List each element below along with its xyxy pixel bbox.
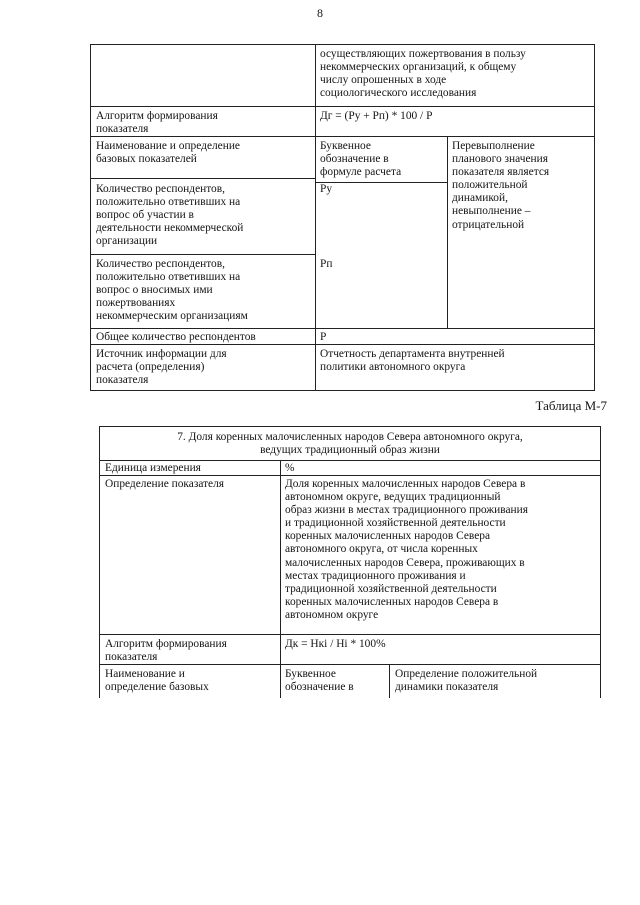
basic-indicators-label: Наименование и определение базовых показателей [96, 140, 240, 166]
information-source-label: Источник информации для расчета (определения) показателя [96, 348, 227, 387]
algorithm-label: Алгоритм формирования показателя [96, 110, 218, 136]
symbol-column-header: Буквенное обозначение в формуле расчета [320, 140, 402, 179]
definition-label: Определение показателя [105, 478, 225, 490]
information-source-value: Отчетность департамента внутренней политики автономного округа [320, 348, 505, 374]
respondents-total-symbol: Р [320, 331, 327, 343]
respondents-participation-label: Количество респондентов, положительно ответивших на вопрос об участии в деятельности некоммерческой организации [96, 183, 244, 248]
algorithm-formula: Дг = (Ру + Рп) * 100 / Р [320, 110, 433, 122]
respondents-donations-label: Количество респондентов, положительно ответивших на вопрос о вносимых ими пожертвованиях некоммерческим организациям [96, 258, 248, 323]
symbol-column-header-m7: Буквенное обозначение в [285, 668, 354, 694]
indicator-table-continued [90, 44, 595, 391]
unit-value: % [285, 462, 295, 474]
page-number: 8 [317, 6, 323, 20]
positive-dynamics-header: Определение положительной динамики показателя [395, 668, 538, 694]
definition-value: Доля коренных малочисленных народов Севера в автономном округе, ведущих традиционный образ жизни в местах традиционного проживания и традиционной хозяйственной деятельности коренных малочисленных народов Севера автономного округа, от числа коренных малочисленных народов Севера, проживающих в местах традиционного проживания и традиционной хозяйственной деятельности коренных малочисленных народов Севера в автономном округе [285, 478, 528, 621]
respondents-participation-symbol: Ру [320, 183, 333, 195]
dynamics-note: Перевыполнение планового значения показателя является положительной динамикой, невыполнение – отрицательной [452, 140, 550, 231]
basic-indicators-label-m7: Наименование и определение базовых [105, 668, 209, 694]
algorithm-label-m7: Алгоритм формирования показателя [105, 638, 227, 664]
respondents-total-label: Общее количество респондентов [96, 331, 256, 343]
continued-definition: осуществляющих пожертвования в пользу некоммерческих организаций, к общему числу опрошенных в ходе социологического исследования [320, 48, 526, 100]
unit-label: Единица измерения [105, 462, 201, 474]
algorithm-formula-m7: Дк = Нкi / Нi * 100% [285, 638, 386, 650]
table-caption: Таблица М-7 [535, 398, 607, 413]
indicator-title: 7. Доля коренных малочисленных народов Севера автономного округа, ведущих традиционный образ жизни [177, 431, 523, 457]
indicator-table-m7 [99, 426, 601, 698]
respondents-donations-symbol: Рп [320, 258, 333, 270]
